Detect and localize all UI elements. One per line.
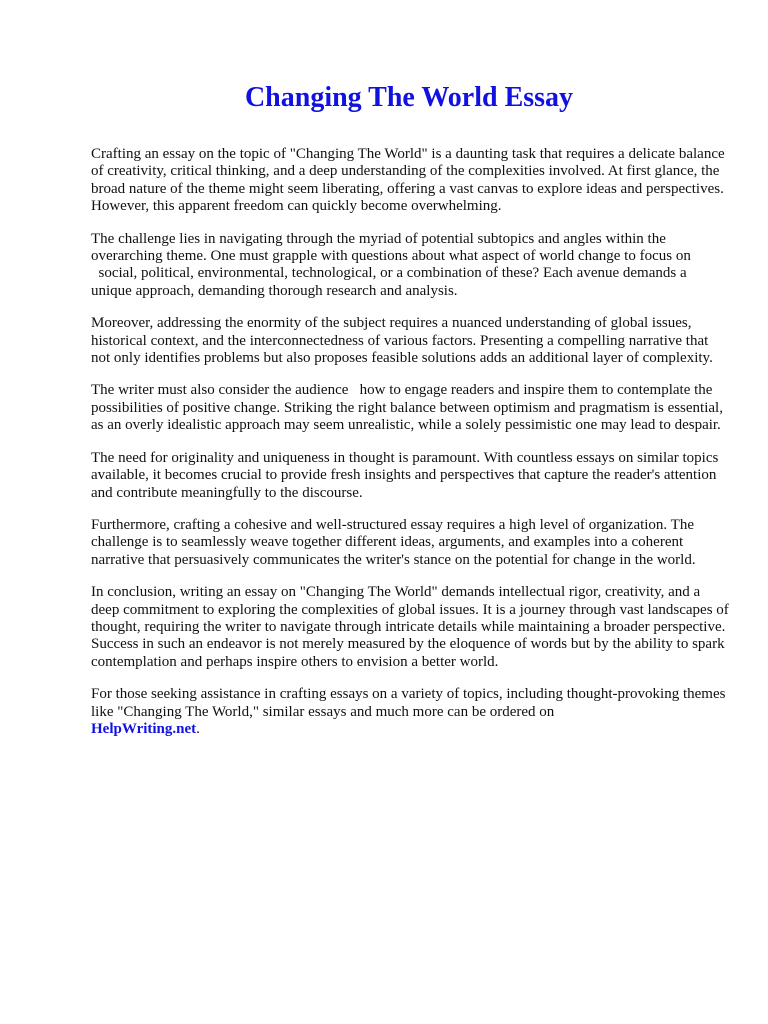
paragraph-3: Moreover, addressing the enormity of the subject requires a nuanced understanding of global issues, historical context, and the interconnectedness of various factors. Presenting a compelling narrative that not only identifies problems but also proposes feasible solutions adds an additional layer of complexity. [91,315,713,367]
essay-body [91,146,731,753]
paragraph-2: The challenge lies in navigating through the myriad of potential subtopics and angles within the overarching theme. One must grapple with questions about what aspect of world change to focus on social, political, environmental, technological, or a combination of these? Each avenue demands a unique approach, demanding thorough research and analysis. [91,230,691,299]
closing-period: . [196,720,200,737]
page-title: Changing The World Essay [244,82,574,113]
paragraph-6: Furthermore, crafting a cohesive and well-structured essay requires a high level of organization. The challenge is to seamlessly weave together different ideas, arguments, and examples into a coherent narrative that persuasively communicates the writer's stance on the potential for change in the world. [91,516,696,568]
closing-text: For those seeking assistance in crafting essays on a variety of topics, including thought-provoking themes like "Changing The World," similar essays and much more can be ordered on [91,686,726,720]
helpwriting-link[interactable]: HelpWriting.net [91,720,197,737]
paragraph-4: The writer must also consider the audience how to engage readers and inspire them to contemplate the possibilities of positive change. Striking the right balance between optimism and pragmatism is essential, as an overly idealistic approach may seem unrealistic, while a solely pessimistic one may lead to despair. [91,382,723,434]
paragraph-7: In conclusion, writing an essay on "Changing The World" demands intellectual rigor, creativity, and a deep commitment to exploring the complexities of global issues. It is a journey through vast landscapes of thought, requiring the writer to navigate through intricate details while maintaining a broader perspective. Success in such an endeavor is not merely measured by the eloquence of words but by the ability to spark contemplation and perhaps inspire others to envision a better world. [91,584,729,670]
paragraph-5: The need for originality and uniqueness in thought is paramount. With countless essays on similar topics available, it becomes crucial to provide fresh insights and perspectives that capture the reader's attention and contribute meaningfully to the discourse. [91,449,719,501]
closing-paragraph [91,686,731,738]
paragraph-1: Crafting an essay on the topic of "Changing The World" is a daunting task that requires a delicate balance of creativity, critical thinking, and a deep understanding of the complexities involved. At first glance, the broad nature of the theme might seem liberating, offering a vast canvas to explore ideas and perspectives. However, this apparent freedom can quickly become overwhelming. [91,146,725,215]
